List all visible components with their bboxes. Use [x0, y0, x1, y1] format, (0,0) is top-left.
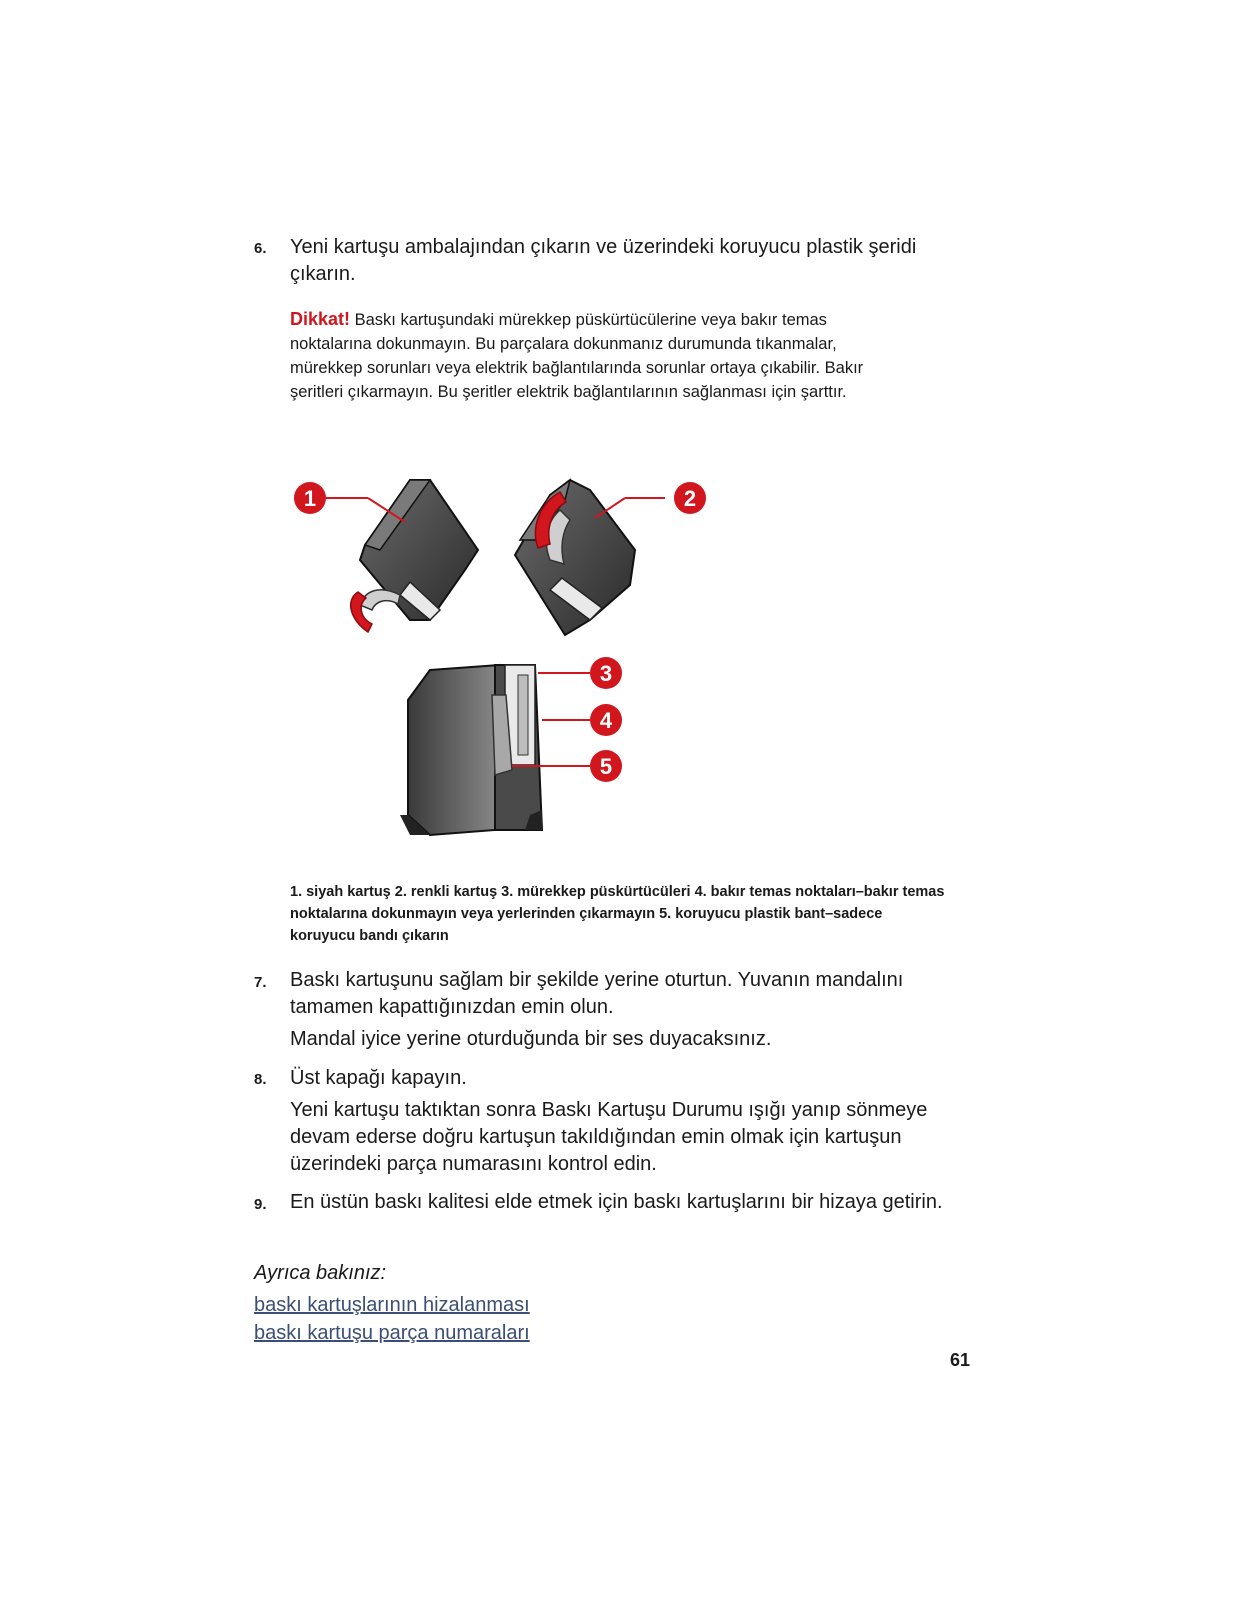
svg-text:1: 1: [303, 486, 317, 511]
step-number: 8.: [254, 1071, 267, 1088]
svg-text:2: 2: [683, 486, 697, 511]
caution-label: Dikkat!: [290, 309, 351, 329]
step-note: Yeni kartuşu taktıktan sonra Baskı Kartuşu Durumu ışığı yanıp sönmeye devam ederse doğru kartuşun takıldığından emin olmak için kartuşun üzerindeki parça numarasını kontrol edin.: [290, 1099, 928, 1175]
step-text: Baskı kartuşunu sağlam bir şekilde yerine oturtun. Yuvanın mandalını tamamen kapattığınızdan emin olun.: [290, 969, 904, 1018]
caution-note: [290, 307, 910, 404]
page-number: 61: [950, 1350, 971, 1370]
callout-3: [590, 657, 622, 689]
cartridge-front-view: [400, 665, 542, 835]
svg-text:3: 3: [599, 661, 613, 686]
step-number: 9.: [254, 1196, 267, 1213]
step-text: Üst kapağı kapayın.: [290, 1067, 467, 1089]
cartridge-illustration: [280, 470, 730, 850]
step-text: En üstün baskı kalitesi elde etmek için baskı kartuşlarını bir hizaya getirin.: [290, 1191, 943, 1213]
step-number: 6.: [254, 240, 267, 257]
step-text: Yeni kartuşu ambalajından çıkarın ve üzerindeki koruyucu plastik şeridi çıkarın.: [290, 236, 917, 285]
link-cartridge-part-numbers[interactable]: baskı kartuşu parça numaraları: [254, 1322, 530, 1344]
caution-text: Baskı kartuşundaki mürekkep püskürtücülerine veya bakır temas noktalarına dokunmayın. Bu parçalara dokunmanız durumunda tıkanmalar, mürekkep sorunları veya elektrik bağlantılarında sorunlar ortaya çıkabilir. Bakır şeritleri çıkarmayın. Bu şeritler elektrik bağlantılarının sağlanması için şarttır.: [290, 311, 864, 401]
callout-2: [674, 482, 706, 514]
svg-text:5: 5: [599, 754, 613, 779]
see-also-heading: Ayrıca bakınız:: [254, 1262, 387, 1284]
step-number: 7.: [254, 974, 267, 991]
svg-text:4: 4: [599, 708, 613, 733]
callout-1: [294, 482, 326, 514]
callout-5: [590, 750, 622, 782]
black-cartridge: [351, 480, 478, 632]
figure-caption: 1. siyah kartuş 2. renkli kartuş 3. mürekkep püskürtücüleri 4. bakır temas noktaları–bakır temas noktalarına dokunmayın veya yerlerinden çıkarmayın 5. koruyucu plastik bant–sadece koruyucu bandı çıkarın: [290, 884, 945, 944]
link-cartridge-alignment[interactable]: baskı kartuşlarının hizalanması: [254, 1294, 530, 1316]
step-note: Mandal iyice yerine oturduğunda bir ses duyacaksınız.: [290, 1028, 772, 1050]
callout-4: [590, 704, 622, 736]
